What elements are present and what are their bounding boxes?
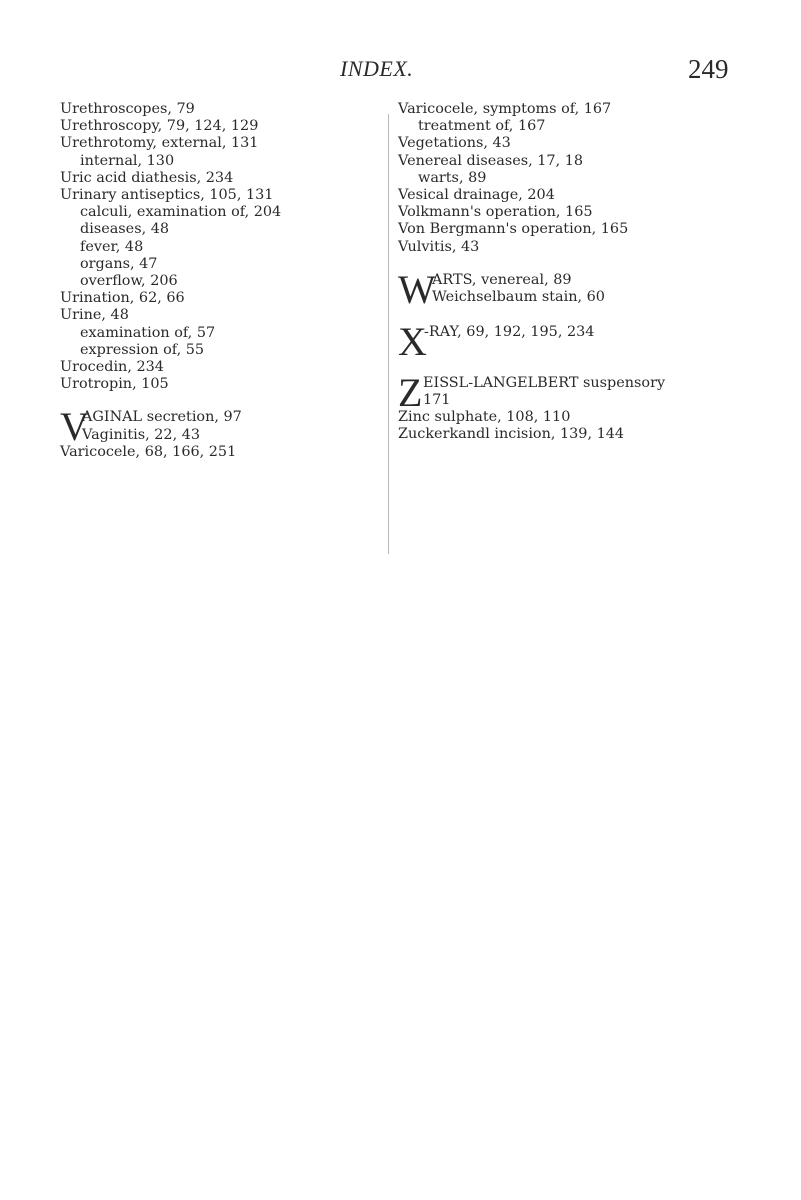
index-subentry: calculi, examination of, 204 [80,204,282,221]
index-subentry: treatment of, 167 [418,118,546,135]
index-entry: Zinc sulphate, 108, 110 [398,409,571,426]
section-gap [398,306,788,324]
section-gap [398,256,788,272]
drop-cap-x: X [398,319,427,365]
index-entry: Urinary antiseptics, 105, 131 [60,187,274,204]
index-entry: Zuckerkandl incision, 139, 144 [398,426,625,443]
index-entry: Urotropin, 105 [60,376,169,393]
index-subentry: fever, 48 [80,238,144,255]
index-entry: Uric acid diathesis, 234 [60,169,234,186]
index-entry: Vaginitis, 22, 43 [82,426,201,443]
index-subentry: warts, 89 [418,169,487,186]
index-subentry: diseases, 48 [80,221,170,238]
index-entry: AGINAL secretion, 97 [82,409,242,426]
section-gap [60,393,370,409]
index-subentry: internal, 130 [80,152,175,169]
index-entry: Urocedin, 234 [60,359,164,376]
index-entry: Venereal diseases, 17, 18 [398,152,584,169]
index-entry: Vesical drainage, 204 [398,187,555,204]
left-column [60,101,370,461]
index-entry: Varicocele, symptoms of, 167 [398,101,612,117]
index-entry: Vulvitis, 43 [398,238,480,255]
index-entry: EISSL-LANGELBERT suspensory [423,374,666,391]
section-v [60,404,370,461]
index-entry: ARTS, venereal, 89 [432,271,572,288]
index-entry: Weichselbaum stain, 60 [432,289,605,306]
index-entry-spacer [398,341,788,358]
right-column [398,101,788,443]
index-entry: Urethroscopes, 79 [60,101,195,117]
index-entry: Von Bergmann's operation, 165 [398,221,629,238]
section-x [398,319,788,365]
index-entry: Vegetations, 43 [398,135,511,152]
index-entry: Urination, 62, 66 [60,290,185,307]
index-subentry: overflow, 206 [80,273,178,290]
drop-cap-w: W [398,266,436,312]
section-z [398,369,788,444]
section-gap [398,359,788,375]
page-number: 249 [688,54,729,84]
drop-cap-v: V [60,404,89,450]
section-w [398,266,788,312]
index-entry: Urine, 48 [60,307,129,324]
drop-cap-z: Z [398,369,423,415]
index-entry: Varicocele, 68, 166, 251 [60,443,237,460]
running-head [0,56,801,86]
index-subentry: examination of, 57 [80,324,216,341]
running-head-title: INDEX. [340,56,414,81]
index-entry: -RAY, 69, 192, 195, 234 [424,324,595,341]
index-subentry: expression of, 55 [80,341,205,358]
index-subentry: organs, 47 [80,255,158,272]
index-entry: Volkmann's operation, 165 [398,204,593,221]
index-entry: 171 [423,391,451,408]
column-divider [388,114,389,554]
index-entry: Urethroscopy, 79, 124, 129 [60,118,259,135]
index-entry: Urethrotomy, external, 131 [60,135,259,152]
